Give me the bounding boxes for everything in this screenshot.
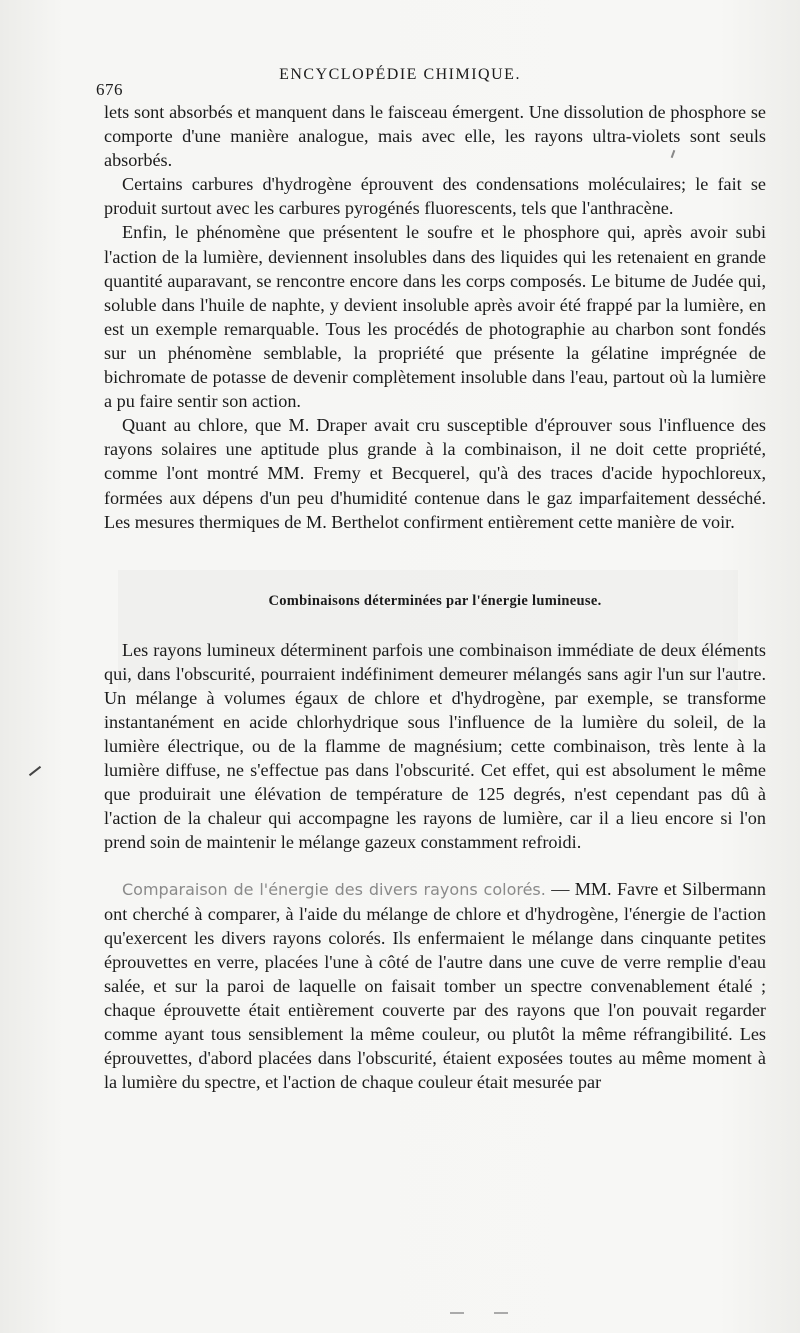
running-title: ENCYCLOPÉDIE CHIMIQUE. [279,66,521,83]
section-heading: Combinaisons déterminées par l'énergie lumineuse. [268,592,602,609]
paragraph-rayons-lumineux: Les rayons lumineux déterminent parfois une combinaison immédiate de deux éléments qui, dans l'obscurité, pourraient indéfiniment demeurer mélangés sans agir l'un sur l'autre. Un mélange à volumes égaux de chlore et d'hydrogène, par exemple, se transforme instantanément en acide chlorhydrique sous l'influence de la lumière du soleil, de la lumière électrique, ou de la flamme de magnésium; cette combinaison, très lente à la lumière diffuse, ne s'effectue pas dans l'obscurité. Cet effet, qui est absolument le même que produirait une élévation de température de 125 degrés, n'est cependant pas dû à l'action de la chaleur qui accompagne les rayons de lumière, car il a lieu encore si l'on prend soin de maintenir le mélange gazeux constamment refroidi. [104,639,766,853]
paragraph-chlore: Quant au chlore, que M. Draper avait cru susceptible d'éprouver sous l'influence des rayons solaires une aptitude plus grande à la combinaison, il ne doit cette propriété, comme l'ont montré MM. Fremy et Becquerel, qu'à des traces d'acide hypochloreux, formées aux dépens d'un peu d'humidité contenue dans le gaz imparfaitement desséché. Les mesures thermiques de M. Berthelot confirment entièrement cette manière de voir. [104,415,766,532]
bottom-dash-mark-2 [494,1312,508,1314]
bottom-dash-mark [450,1312,464,1314]
margin-pencil-mark [29,766,41,776]
paragraph-carbures: Certains carbures d'hydrogène éprouvent des condensations moléculaires; le fait se produit surtout avec les carbures pyrogénés fluorescents, tels que l'anthracène. [104,174,766,219]
paragraph-soufre-phosphore: Enfin, le phénomène que présentent le soufre et le phosphore qui, après avoir subi l'action de la lumière, deviennent insolubles dans des liquides qui les retenaient en grande quantité auparavant, se rencontre encore dans les corps composés. Le bitume de Judée qui, soluble dans l'huile de naphte, y devient insoluble après avoir été frappé par la lumière, en est un exemple remarquable. Tous les procédés de photographie au charbon sont fondés sur un phénomène semblable, la propriété que présente la gélatine imprégnée de bichromate de potasse de devenir complètement insoluble dans l'eau, partout où la lumière a pu faire sentir son action. [104,222,766,412]
paragraph-continuation: lets sont absorbés et manquent dans le faisceau émergent. Une dissolution de phosphore se comporte d'une manière analogue, mais avec elle, les rayons ultra-violets sont seuls absorbés. [104,102,766,171]
paragraph-comparaison-text: — MM. Favre et Silbermann ont cherché à comparer, à l'aide du mélange de chlore et d'hydrogène, l'énergie de l'action qu'exercent les divers rayons colorés. Ils enfermaient le mélange dans cinquante petites éprouvettes en verre, placées l'une à côté de l'autre dans une cuve de verre remplie d'eau salée, et sur la paroi de laquelle on faisait tomber un spectre convenablement étalé ; chaque éprouvette était entièrement couverte par des rayons que l'on pouvait regarder comme ayant tous sensiblement la même couleur, ou plutôt la même réfrangibilité. Les éprouvettes, d'abord placées dans l'obscurité, étaient exposées toutes au même moment à la lumière du spectre, et l'action de chaque couleur était mesurée par [104,878,766,1093]
paragraph-comparaison [104,877,766,1095]
page-number: 676 [96,80,123,99]
page-body [104,100,766,1094]
paragraph-lead-in: Comparaison de l'énergie des divers rayons colorés. [122,879,546,899]
